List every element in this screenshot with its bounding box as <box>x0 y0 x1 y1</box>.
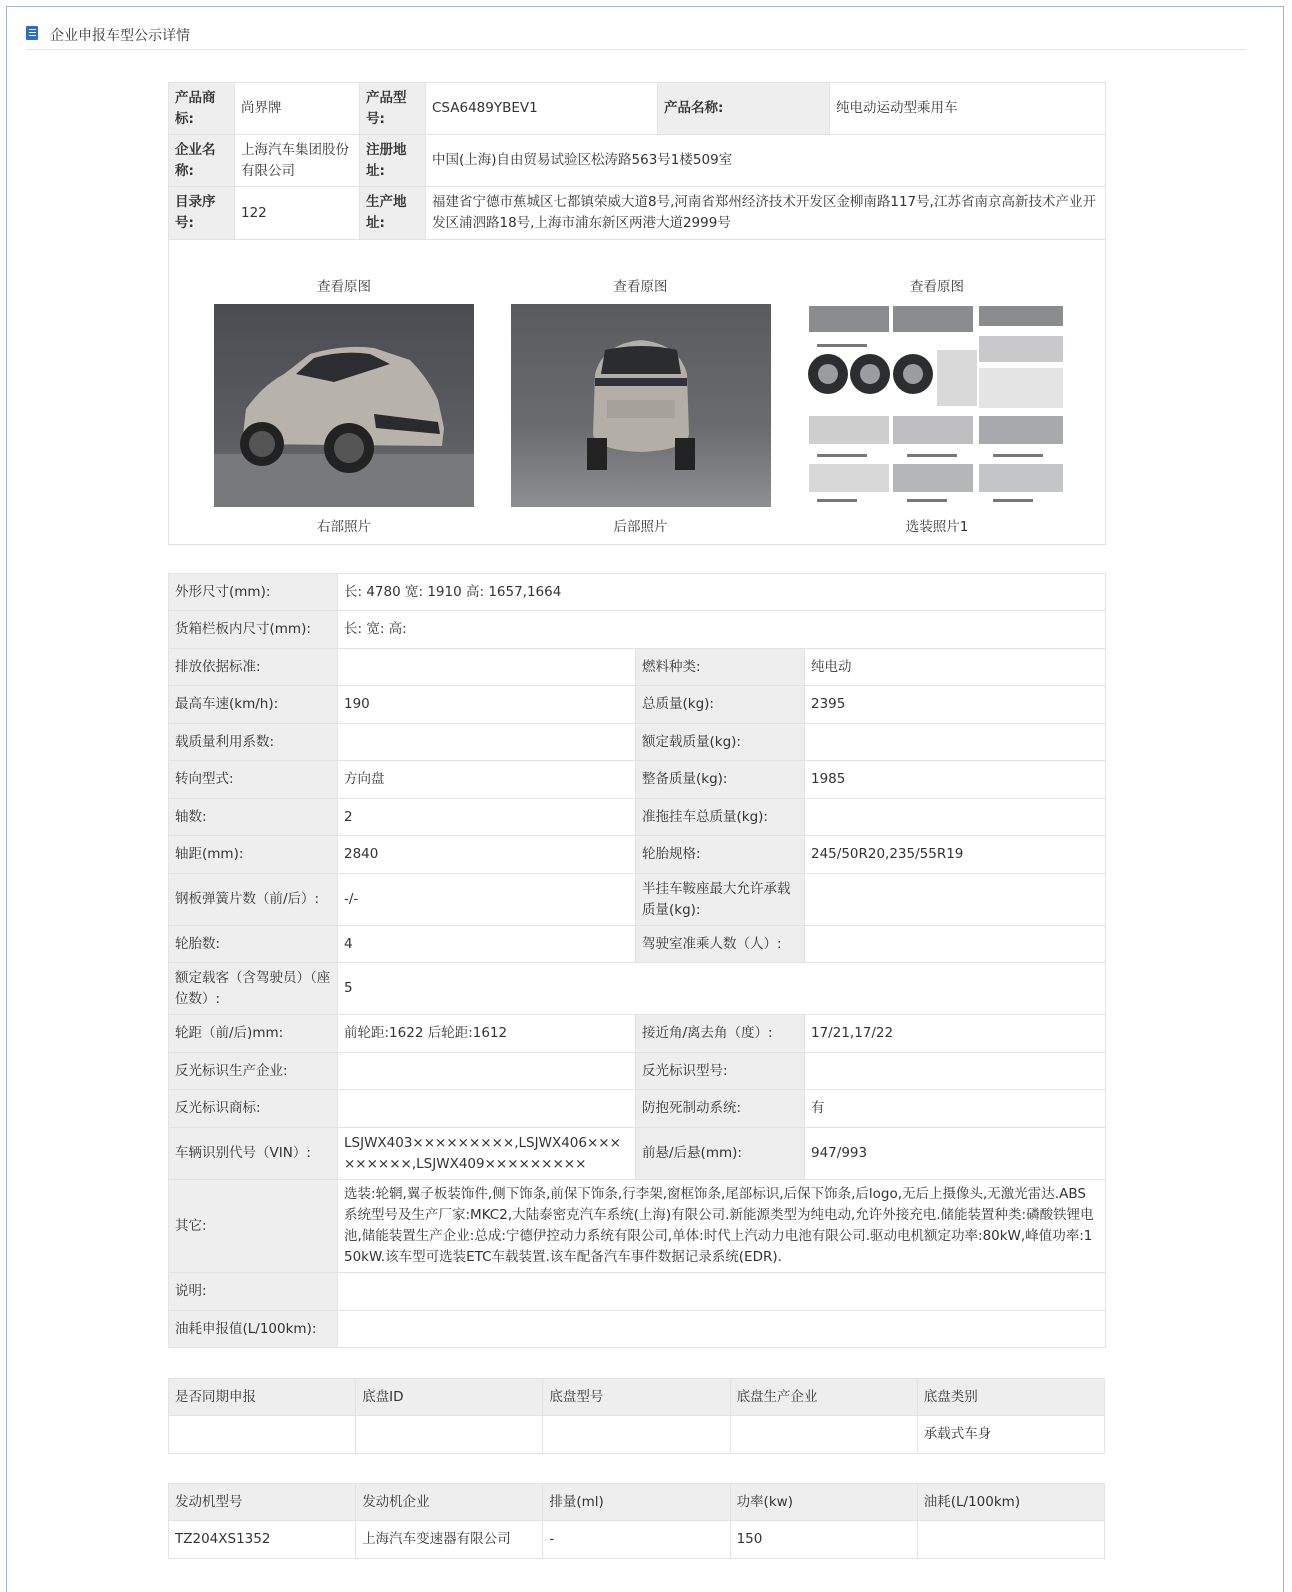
engine-header-displacement: 排量(ml) <box>543 1484 730 1521</box>
saddle-load-label: 半挂车鞍座最大允许承载质量(kg): <box>636 874 805 926</box>
chassis-header-maker: 底盘生产企业 <box>730 1379 917 1416</box>
leaf-spring-value: -/- <box>338 874 636 926</box>
page-title: 企业申报车型公示详情 <box>50 28 190 44</box>
note-label: 说明: <box>169 1273 338 1311</box>
approach-angle-label: 接近角/离去角（度）: <box>636 1015 805 1053</box>
overhang-label: 前悬/后悬(mm): <box>636 1128 805 1180</box>
reg-address-label: 注册地址: <box>360 135 426 187</box>
trailer-mass-value <box>805 799 1106 836</box>
brand-label: 产品商标: <box>169 83 235 135</box>
view-original-link[interactable]: 查看原图 <box>317 278 371 295</box>
rated-seats-label: 额定载客（含驾驶员）（座位数）: <box>169 963 338 1015</box>
chassis-header-type: 底盘类别 <box>917 1379 1104 1416</box>
approach-angle-value: 17/21,17/22 <box>805 1015 1106 1053</box>
tire-spec-value: 245/50R20,235/55R19 <box>805 836 1106 874</box>
engine-consumption-value <box>917 1521 1104 1559</box>
vin-label: 车辆识别代号（VIN）: <box>169 1128 338 1180</box>
fuel-consumption-value <box>338 1311 1106 1348</box>
company-value: 上海汽车集团股份有限公司 <box>235 135 360 187</box>
emission-value <box>338 649 636 686</box>
rated-load-value <box>805 724 1106 761</box>
rear-photo[interactable] <box>511 304 771 507</box>
photo-gallery <box>169 240 1106 545</box>
curb-mass-value: 1985 <box>805 761 1106 799</box>
cab-seats-value <box>805 926 1106 963</box>
reflector-brand-value <box>338 1090 636 1128</box>
chassis-header-sync: 是否同期申报 <box>169 1379 356 1416</box>
photo-rear <box>511 277 771 538</box>
vin-value: LSJWX403×××××××××,LSJWX406×××××××××,LSJWX409××××××××× <box>338 1128 636 1180</box>
engine-power-value: 150 <box>730 1521 917 1559</box>
fuel-type-label: 燃料种类: <box>636 649 805 686</box>
chassis-model-value <box>543 1416 730 1454</box>
engine-header-consumption: 油耗(L/100km) <box>917 1484 1104 1521</box>
load-coef-label: 载质量利用系数: <box>169 724 338 761</box>
track-width-label: 轮距（前/后)mm: <box>169 1015 338 1053</box>
reflector-brand-label: 反光标识商标: <box>169 1090 338 1128</box>
specs-table <box>168 573 1106 1348</box>
wheelbase-label: 轴距(mm): <box>169 836 338 874</box>
tire-count-value: 4 <box>338 926 636 963</box>
catalog-seq-label: 目录序号: <box>169 187 235 240</box>
fuel-type-value: 纯电动 <box>805 649 1106 686</box>
overhang-value: 947/993 <box>805 1128 1106 1180</box>
fuel-consumption-label: 油耗申报值(L/100km): <box>169 1311 338 1348</box>
right-side-photo[interactable] <box>214 304 474 507</box>
dimension-label: 外形尺寸(mm): <box>169 574 338 611</box>
max-speed-label: 最高车速(km/h): <box>169 686 338 724</box>
photo-right <box>214 277 474 538</box>
prod-address-label: 生产地址: <box>360 187 426 240</box>
leaf-spring-label: 钢板弹簧片数（前/后）: <box>169 874 338 926</box>
engine-header-power: 功率(kw) <box>730 1484 917 1521</box>
cab-seats-label: 驾驶室准乘人数（人）: <box>636 926 805 963</box>
other-label: 其它: <box>169 1180 338 1273</box>
rated-seats-value: 5 <box>338 963 1106 1015</box>
engine-header-maker: 发动机企业 <box>356 1484 543 1521</box>
chassis-maker-value <box>730 1416 917 1454</box>
chassis-sync-value <box>169 1416 356 1454</box>
photo-caption: 后部照片 <box>613 518 668 535</box>
engine-model-value: TZ204XS1352 <box>169 1521 356 1559</box>
photo-caption: 右部照片 <box>317 518 371 535</box>
max-speed-value: 190 <box>338 686 636 724</box>
view-original-link[interactable]: 查看原图 <box>613 278 668 295</box>
chassis-header-id: 底盘ID <box>356 1379 543 1416</box>
product-name-label: 产品名称: <box>658 83 830 135</box>
tire-spec-label: 轮胎规格: <box>636 836 805 874</box>
tire-count-label: 轮胎数: <box>169 926 338 963</box>
steering-label: 转向型式: <box>169 761 338 799</box>
page-header <box>26 20 1246 50</box>
dimension-value: 长: 4780 宽: 1910 高: 1657,1664 <box>338 574 1106 611</box>
axle-count-value: 2 <box>338 799 636 836</box>
load-coef-value <box>338 724 636 761</box>
steering-value: 方向盘 <box>338 761 636 799</box>
engine-header-model: 发动机型号 <box>169 1484 356 1521</box>
table-row <box>169 1521 1105 1559</box>
gross-mass-label: 总质量(kg): <box>636 686 805 724</box>
reflector-maker-label: 反光标识生产企业: <box>169 1053 338 1090</box>
reflector-model-label: 反光标识型号: <box>636 1053 805 1090</box>
rated-load-label: 额定载质量(kg): <box>636 724 805 761</box>
track-width-value: 前轮距:1622 后轮距:1612 <box>338 1015 636 1053</box>
engine-displacement-value: - <box>543 1521 730 1559</box>
engine-maker-value: 上海汽车变速器有限公司 <box>356 1521 543 1559</box>
document-list-icon <box>26 26 38 40</box>
product-name-value: 纯电动运动型乘用车 <box>830 83 1106 135</box>
company-label: 企业名称: <box>169 135 235 187</box>
chassis-id-value <box>356 1416 543 1454</box>
view-original-link[interactable]: 查看原图 <box>910 278 964 295</box>
trailer-mass-label: 准拖挂车总质量(kg): <box>636 799 805 836</box>
axle-count-label: 轴数: <box>169 799 338 836</box>
abs-label: 防抱死制动系统: <box>636 1090 805 1128</box>
catalog-seq-value: 122 <box>235 187 360 240</box>
photo-option <box>807 277 1067 538</box>
cargo-dimension-label: 货箱栏板内尺寸(mm): <box>169 611 338 649</box>
note-value <box>338 1273 1106 1311</box>
saddle-load-value <box>805 874 1106 926</box>
wheelbase-value: 2840 <box>338 836 636 874</box>
table-row <box>169 1416 1105 1454</box>
prod-address-value: 福建省宁德市蕉城区七都镇荣威大道8号,河南省郑州经济技术开发区金柳南路117号,江苏省南京高新技术产业开发区浦泗路18号,上海市浦东新区两港大道2999号 <box>426 187 1106 240</box>
chassis-table <box>168 1378 1105 1454</box>
model-label: 产品型号: <box>360 83 426 135</box>
reflector-model-value <box>805 1053 1106 1090</box>
chassis-header-model: 底盘型号 <box>543 1379 730 1416</box>
model-value: CSA6489YBEV1 <box>426 83 658 135</box>
chassis-type-value: 承载式车身 <box>917 1416 1104 1454</box>
brand-value: 尚界牌 <box>235 83 360 135</box>
photo-caption: 选装照片1 <box>905 518 969 535</box>
emission-label: 排放依据标准: <box>169 649 338 686</box>
reg-address-value: 中国(上海)自由贸易试验区松涛路563号1楼509室 <box>426 135 1106 187</box>
basic-info-table <box>168 82 1106 545</box>
curb-mass-label: 整备质量(kg): <box>636 761 805 799</box>
abs-value: 有 <box>805 1090 1106 1128</box>
cargo-dimension-value: 长: 宽: 高: <box>338 611 1106 649</box>
gross-mass-value: 2395 <box>805 686 1106 724</box>
other-value: 选装:轮辋,翼子板装饰件,侧下饰条,前保下饰条,行李架,窗框饰条,尾部标识,后保下饰条,后logo,无后上摄像头,无激光雷达.ABS系统型号及生产厂家:MKC2,大陆泰密克汽车系统(上海)有限公司.新能源类型为纯电动,允许外接充电.储能装置种类:磷酸铁锂电池,储能装置生产企业:总成:宁德伊控动力系统有限公司,单体:时代上汽动力电池有限公司.驱动电机额定功率:80kW,峰值功率:150kW.该车型可选装ETC车载装置.该车配备汽车事件数据记录系统(EDR). <box>338 1180 1106 1273</box>
reflector-maker-value <box>338 1053 636 1090</box>
optional-equipment-photo[interactable] <box>807 304 1067 507</box>
engine-table <box>168 1483 1105 1559</box>
